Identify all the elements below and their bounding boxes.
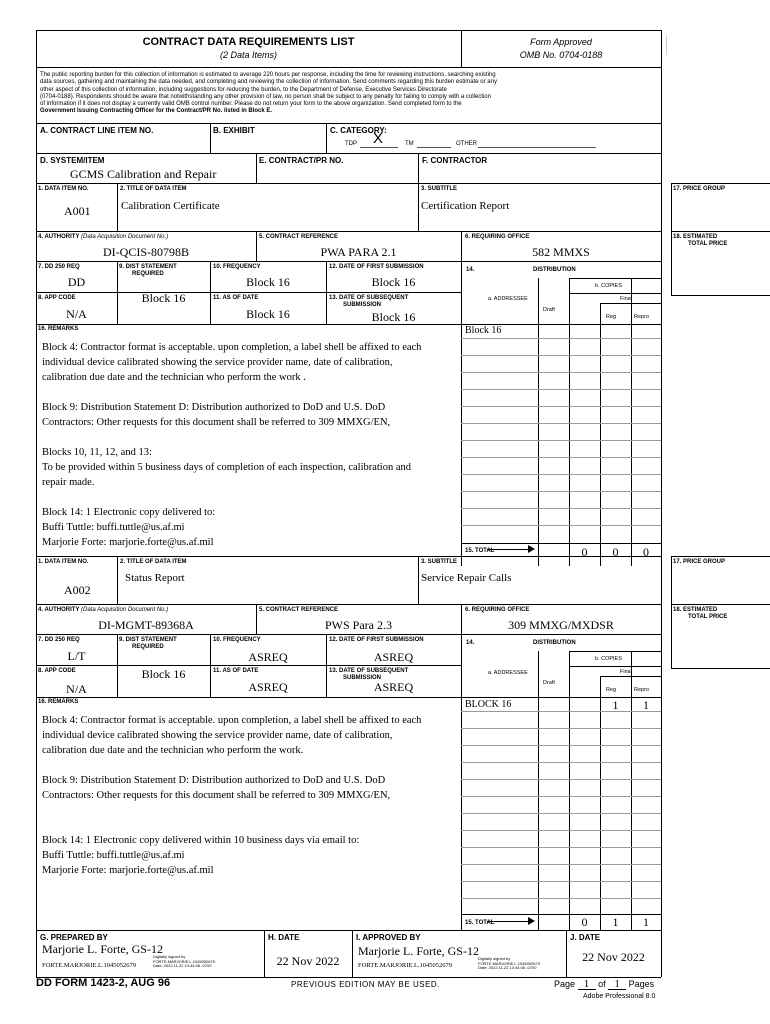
data-item-no[interactable]: A001 — [64, 204, 91, 218]
frame-top — [36, 30, 661, 31]
label: Reg — [606, 687, 617, 693]
label: 16. REMARKS — [38, 699, 79, 705]
rule — [36, 697, 661, 698]
rule — [569, 278, 661, 279]
date-j-label: J. DATE — [570, 933, 601, 942]
rule — [666, 35, 667, 55]
data-item-subtitle[interactable]: Certification Report — [421, 200, 510, 212]
rule — [631, 651, 632, 930]
prepared-by-label: G. PREPARED BY — [40, 933, 108, 942]
approved-by-signature[interactable]: FORTE.MARJORIE.L.1045052679 — [358, 962, 453, 969]
label: 1. DATA ITEM NO. — [38, 559, 89, 565]
rule — [36, 231, 661, 232]
rule — [600, 303, 601, 566]
app-code[interactable]: N/A — [66, 682, 87, 696]
rule — [461, 728, 661, 729]
first-submission[interactable]: Block 16 — [371, 275, 416, 289]
omb-number: OMB No. 0704-0188 — [519, 50, 603, 60]
contract-reference[interactable]: PWA PARA 2.1 — [320, 245, 397, 259]
label: TOTAL PRICE — [688, 614, 728, 620]
exhibit-label: B. EXHIBIT — [213, 126, 255, 135]
rule — [461, 440, 661, 441]
prepared-by-name[interactable]: Marjorie L. Forte, GS-12 — [42, 942, 163, 956]
authority[interactable]: DI-QCIS-80798B — [103, 245, 189, 259]
rule — [461, 389, 661, 390]
rule — [600, 676, 661, 677]
addressee-1[interactable]: Block 16 — [465, 325, 502, 336]
rule — [461, 372, 661, 373]
label: (Data Acquisition Document No.) — [81, 234, 169, 240]
rule — [36, 261, 661, 262]
first-submission[interactable]: ASREQ — [373, 650, 414, 664]
rule — [36, 324, 661, 325]
label: Repro — [634, 314, 649, 320]
label: 6. REQUIRING OFFICE — [465, 234, 530, 240]
data-item-no[interactable]: A002 — [64, 583, 91, 597]
rule — [461, 847, 661, 848]
category-check-mark: X — [373, 130, 384, 147]
rule — [461, 864, 661, 865]
label: 11. AS OF DATE — [213, 295, 259, 301]
data-item-title[interactable]: Status Report — [125, 572, 185, 584]
label: TOTAL PRICE — [688, 241, 728, 247]
label: 14. — [466, 640, 475, 646]
rule — [461, 457, 661, 458]
system-label: D. SYSTEM/ITEM — [40, 156, 105, 165]
label: 11. AS OF DATE — [213, 668, 259, 674]
approved-by-label: I. APPROVED BY — [356, 933, 421, 942]
date-h-label: H. DATE — [268, 933, 300, 942]
label: DISTRIBUTION — [533, 267, 576, 273]
rule — [461, 491, 661, 492]
category-label: C. CATEGORY: — [330, 126, 387, 135]
rule — [461, 898, 661, 899]
rule — [569, 651, 570, 930]
label: 2. TITLE OF DATA ITEM — [120, 559, 187, 565]
rule — [538, 651, 539, 930]
dd250-req[interactable]: DD — [67, 275, 86, 289]
label: 15. TOTAL — [465, 920, 495, 926]
rule — [461, 406, 661, 407]
rule — [117, 183, 118, 231]
label: 4. AUTHORITY — [38, 234, 80, 240]
frequency[interactable]: Block 16 — [246, 275, 290, 289]
rule — [418, 183, 419, 231]
prepared-by-signature[interactable]: FORTE.MARJORIE.L.1045052679 — [42, 962, 137, 969]
rule — [569, 293, 661, 294]
frame-right — [661, 30, 662, 977]
label: 3. SUBTITLE — [421, 186, 458, 192]
rule — [461, 30, 462, 67]
rule — [418, 153, 419, 183]
form-subtitle: (2 Data Items) — [219, 50, 277, 60]
authority[interactable]: DI-MGMT-89368A — [98, 618, 194, 632]
addressee-1[interactable]: BLOCK 16 — [465, 699, 512, 710]
rule — [36, 123, 661, 124]
rule — [461, 762, 661, 763]
label: (Data Acquisition Document No.) — [81, 607, 169, 613]
rule — [538, 278, 539, 566]
as-of-date[interactable]: ASREQ — [248, 680, 288, 694]
contractor-label: F. CONTRACTOR — [422, 156, 488, 165]
label: SUBMISSION — [343, 675, 382, 681]
label: 8. APP CODE — [38, 668, 76, 674]
rule — [36, 183, 661, 184]
other-blank[interactable] — [478, 147, 596, 148]
total-draft[interactable]: 0 — [581, 915, 588, 929]
label: Final — [620, 669, 632, 675]
data-item-subtitle[interactable]: Service Repair Calls — [421, 572, 512, 584]
label: 16. REMARKS — [38, 326, 79, 332]
remarks-1[interactable]: Block 4: Contractor format is acceptable. upon completion, a label shell be affixed to each individual device calibrated showing the service provider name, date of calibration, calibration due date and the technician who perform the work . Block 9: Distribution Statement D: Distribution authorized to DoD and U.S. DoD Contractors: Other requests for this document shall be referred to 309 MMXG/EN, Blocks 10, 11, 12, and 13: To be provided within 5 business days of completion of each inspection, calibration and repair made. Block 14: 1 Electronic copy delivered to: Buffi Tuttle: buffi.tuttle@us.af.mi Marjorie Forte: marjorie.forte@us.af.mil — [42, 342, 422, 548]
app-code[interactable]: N/A — [66, 307, 87, 321]
rule — [461, 881, 661, 882]
rule — [461, 525, 661, 526]
dist-repro[interactable]: 1 — [643, 698, 649, 712]
label: a. ADDRESSEE — [488, 296, 528, 302]
label: Draft — [543, 680, 555, 686]
label: 10. FREQUENCY — [213, 637, 261, 643]
rule — [461, 634, 462, 930]
approved-by-name[interactable]: Marjorie L. Forte, GS-12 — [358, 944, 479, 958]
form-title: CONTRACT DATA REQUIREMENTS LIST — [142, 36, 355, 48]
label: REQUIRED — [132, 644, 164, 650]
rule — [671, 604, 770, 605]
rule — [631, 278, 632, 566]
requiring-office[interactable]: 582 MMXS — [532, 245, 590, 259]
page-count: Page 1 of 1 Pages — [554, 978, 655, 990]
label: 10. FREQUENCY — [213, 264, 261, 270]
label: Repro — [634, 687, 649, 693]
label: Final — [620, 296, 632, 302]
other-label: OTHER — [456, 141, 477, 147]
rule — [461, 508, 661, 509]
label: 9. DIST STATEMENT — [119, 264, 177, 270]
rule — [418, 556, 419, 604]
arrow-right-icon — [528, 545, 535, 553]
label: 7. DD 250 REQ — [38, 264, 80, 270]
data-item-title[interactable]: Calibration Certificate — [121, 200, 220, 212]
frequency[interactable]: ASREQ — [248, 650, 288, 664]
contract-reference[interactable]: PWS Para 2.3 — [325, 618, 392, 632]
total-draft[interactable]: 0 — [581, 545, 588, 559]
rule — [569, 278, 570, 566]
rule — [117, 556, 118, 604]
rule — [461, 779, 661, 780]
rule — [461, 745, 661, 746]
label: 17. PRICE GROUP — [673, 186, 726, 192]
remarks-2[interactable]: Block 4: Contractor format is acceptable. upon completion, a label shell be affixed to each individual device calibrated showing the service provider name, date of calibration, calibration due date and the technician who perform the work. Block 9: Distribution Statement D: Distribution authorized to DoD and U.S. DoD Contractors: Other requests for this document shall be referred to 309 MMXG/EN, Block 14: 1 Electronic copy delivered within 10 business days via email to: Buffi Tuttle: buffi.tuttle@us.af.mi Marjorie Forte: marjorie.forte@us.af.mil — [42, 715, 422, 876]
rule — [36, 665, 461, 666]
rule — [36, 67, 661, 68]
label: 5. CONTRACT REFERENCE — [259, 234, 339, 240]
label: 18. ESTIMATED — [673, 607, 718, 613]
label: b. COPIES — [595, 656, 622, 662]
arrow-right-icon — [528, 917, 535, 925]
rule — [461, 813, 661, 814]
rule — [461, 261, 462, 566]
tm-blank[interactable] — [417, 147, 451, 148]
label: b. COPIES — [595, 283, 622, 289]
total-reg[interactable]: 1 — [612, 915, 619, 929]
rule — [210, 123, 211, 153]
rule — [671, 231, 770, 232]
rule — [461, 338, 661, 339]
dd250-req[interactable]: L/T — [67, 649, 86, 663]
rule — [461, 543, 661, 544]
clin-label: A. CONTRACT LINE ITEM NO. — [40, 126, 154, 135]
tdp-label: TDP — [345, 141, 357, 147]
label: DISTRIBUTION — [533, 640, 576, 646]
system-value[interactable]: GCMS Calibration and Repair — [70, 167, 217, 181]
as-of-date[interactable]: Block 16 — [246, 307, 290, 321]
rule — [36, 292, 461, 293]
date-h-value[interactable]: 22 Nov 2022 — [276, 954, 340, 968]
label: 15. TOTAL — [465, 548, 495, 554]
dist-reg[interactable]: 1 — [612, 698, 619, 712]
adobe-note: Adobe Professional 8.0 — [583, 993, 656, 1000]
rule — [461, 355, 661, 356]
rule — [461, 796, 661, 797]
label: 12. DATE OF FIRST SUBMISSION — [329, 264, 424, 270]
tdp-blank[interactable] — [360, 147, 398, 148]
tm-label: TM — [405, 141, 414, 147]
subsequent-submission[interactable]: Block 16 — [371, 310, 416, 324]
label: 2. TITLE OF DATA ITEM — [120, 186, 187, 192]
rule — [569, 666, 661, 667]
form-number: DD FORM 1423-2, AUG 96 — [36, 977, 171, 989]
form-approved: Form Approved — [530, 37, 592, 47]
rule — [600, 303, 661, 304]
requiring-office[interactable]: 309 MMXG/MXDSR — [508, 618, 614, 632]
approved-by-sig-details: Digitally signed by FORTE.MARJORIE.L.1045052679 Date: 2022.11.22 13:44:06 -0700 — [478, 956, 540, 970]
rule — [36, 930, 661, 931]
frame-left — [36, 30, 37, 977]
label: 1. DATA ITEM NO. — [38, 186, 89, 192]
label: 14. — [466, 267, 475, 273]
rule — [36, 634, 661, 635]
label: 5. CONTRACT REFERENCE — [259, 607, 339, 613]
label: Draft — [543, 307, 555, 313]
label: 13. DATE OF SUBSEQUENT — [329, 295, 409, 301]
rule — [600, 676, 601, 930]
rule — [36, 153, 661, 154]
label: 3. SUBTITLE — [421, 559, 458, 565]
contract-pr-label: E. CONTRACT/PR NO. — [259, 156, 344, 165]
total-repro[interactable]: 0 — [643, 545, 649, 559]
rule — [461, 830, 661, 831]
label: a. ADDRESSEE — [488, 670, 528, 676]
dist-statement[interactable]: Block 16 — [141, 667, 186, 681]
label: 17. PRICE GROUP — [673, 559, 726, 565]
rule — [461, 474, 661, 475]
burden-statement: The public reporting burden for this collection of information is estimated to average 220 hours per response, including the time for reviewing instructions, searching existing data sources, gathering and maintaining the data needed, and completing and reviewing the collection of information. Send comments regarding this burden estimate or any other aspect of this collection of information, including suggestions for reducing the burden, to the Department of Defense, Executive Services Directorate (0704-0188). Respondents should be aware that notwithstanding any other provision of law, no person shall be subject to any penalty for failing to comply with a collection of information if it does not display a currently valid OMB control number. Please do not return your form to the above organization. Send completed form to the Government Issuing Contracting Officer for the Contract/PR No. listed in Block E. — [40, 72, 497, 115]
label: 9. DIST STATEMENT — [119, 637, 177, 643]
arrow-line — [487, 549, 533, 550]
prepared-by-sig-details: Digitally signed by FORTE.MARJORIE.L.1045052679 Date: 2022.11.22 13:44:06 -0700 — [153, 954, 215, 968]
label: 8. APP CODE — [38, 295, 76, 301]
arrow-line — [487, 921, 533, 922]
rule — [352, 930, 353, 977]
label: 13. DATE OF SUBSEQUENT — [329, 668, 409, 674]
label: 12. DATE OF FIRST SUBMISSION — [329, 637, 424, 643]
label: 4. AUTHORITY — [38, 607, 80, 613]
total-repro[interactable]: 1 — [643, 915, 649, 929]
label: REQUIRED — [132, 271, 164, 277]
previous-edition-note: PREVIOUS EDITION MAY BE USED. — [291, 980, 440, 989]
rule — [461, 711, 661, 712]
rule — [326, 123, 327, 153]
rule — [36, 556, 661, 557]
label: Reg — [606, 314, 617, 320]
rule — [569, 651, 661, 652]
dist-statement[interactable]: Block 16 — [141, 291, 186, 305]
label: 18. ESTIMATED — [673, 234, 718, 240]
rule — [36, 604, 661, 605]
total-reg[interactable]: 0 — [612, 545, 619, 559]
label: SUBMISSION — [343, 302, 382, 308]
rule — [461, 423, 661, 424]
date-j-value[interactable]: 22 Nov 2022 — [582, 950, 645, 964]
rule — [256, 153, 257, 183]
subsequent-submission[interactable]: ASREQ — [373, 680, 414, 694]
label: 6. REQUIRING OFFICE — [465, 607, 530, 613]
label: 7. DD 250 REQ — [38, 637, 80, 643]
